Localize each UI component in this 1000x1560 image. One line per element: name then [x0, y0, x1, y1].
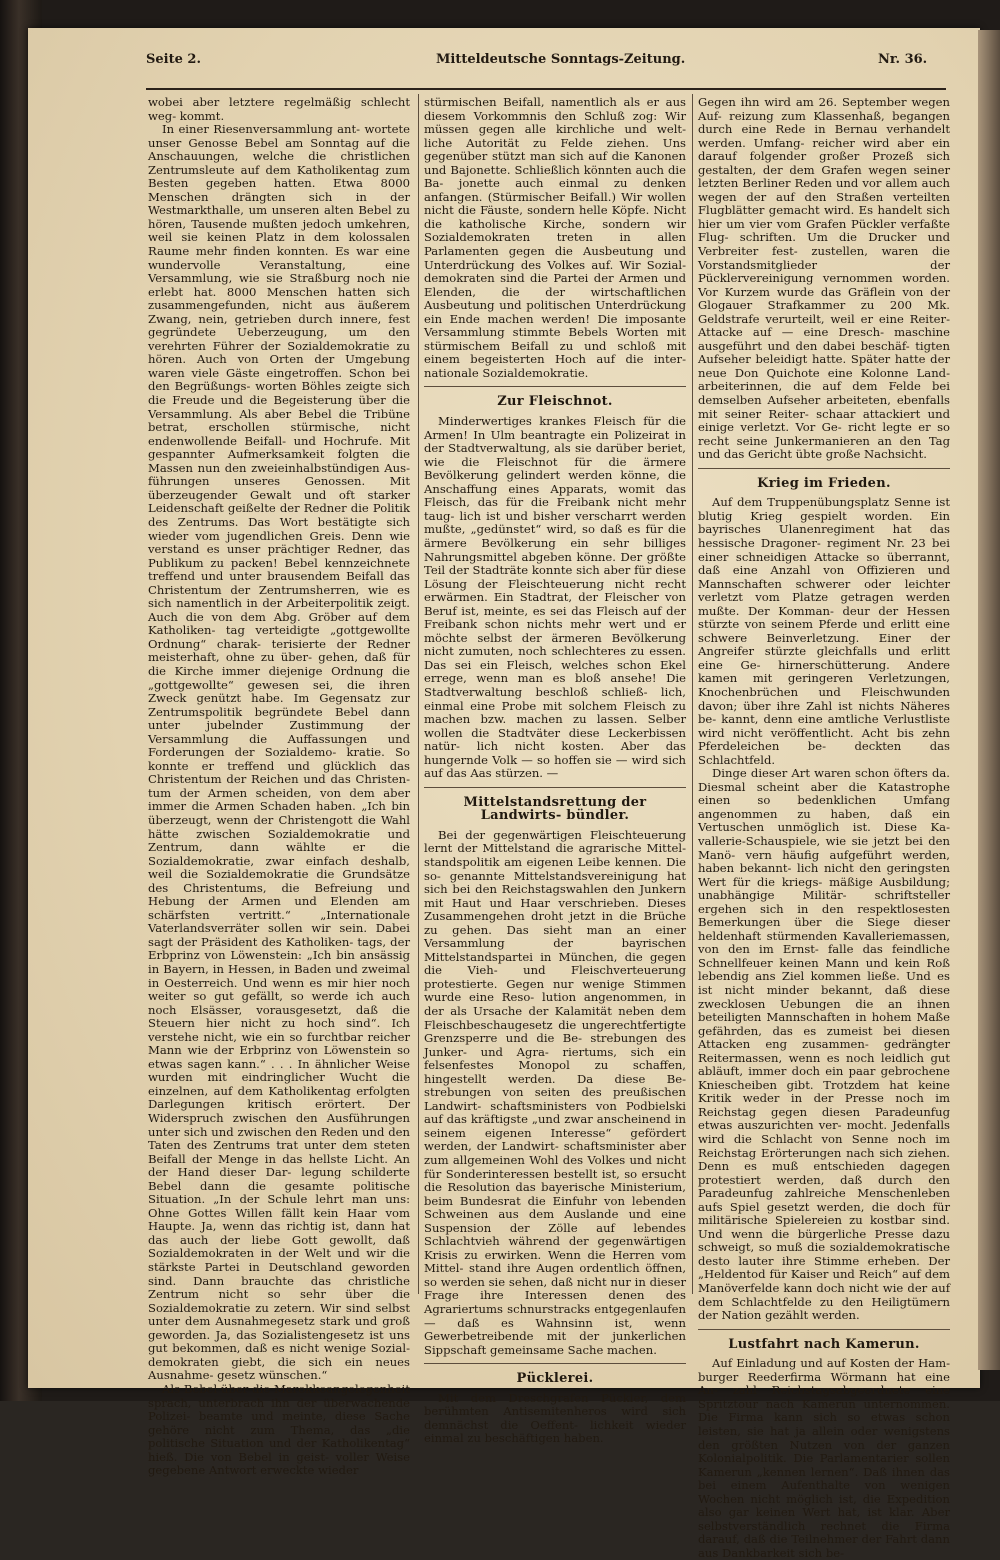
section-divider — [698, 468, 950, 469]
section-divider — [698, 1329, 950, 1330]
article-paragraph: Dinge dieser Art waren schon öfters da. Diesmal scheint aber die Katastrophe einen so bedenklichen Umfang angenommen zu haben, daß ein Vertuschen unmöglich ist. Diese Ka- vallerie-Schauspiele, wie sie jetzt bei den Manö- vern häufig aufgeführt werden, haben bekannt- lich nicht den geringsten Wert für die kriegs- mäßige Ausbildung; unabhängige Militär- schriftsteller ergehen sich in den respektlosesten Bemerkungen über die Siege dieser heldenhaft stürmenden Kavalleriemassen, von den im Ernst- falle das feindliche Schnellfeuer keinen Mann und kein Roß lebendig ans Ziel kommen ließe. Und es ist nicht minder bekannt, daß diese zwecklosen Uebungen die an ihnen beteiligten Mannschaften in hohem Maße gefährden, das es zumeist bei diesen Attacken eng zusammen- gedrängter Reitermassen, wenn es noch leidlich gut abläuft, immer doch ein paar gebrochene Kniescheiben gibt. Trotzdem hat keine Kritik weder in der Presse noch im Reichstag gegen diesen Paradeunfug etwas auszurichten ver- mocht. Jedenfalls wird die Schlacht von Senne noch im Reichstag Erörterungen nach sich ziehen. Denn es muß entschieden dagegen protestiert werden, daß durch den Paradeunfug zahlreiche Menschenleben aufs Spiel gesetzt werden, die doch für militärische Spielereien zu kostbar sind. Und wenn die bürgerliche Presse dazu schweigt, so muß die sozialdemokratische desto lauter ihre Stimme erheben. Der „Heldentod für Kaiser und Reich“ auf dem Manöverfelde kann doch nicht wie der auf dem Schlachtfelde zu den Heiligtümern der Nation gezählt werden. — [698, 766, 950, 1323]
column-divider — [692, 94, 693, 1294]
page-header — [118, 48, 948, 70]
article-headline: Krieg im Frieden. — [757, 475, 891, 491]
column-2 — [424, 95, 686, 1446]
newspaper-title: Mitteldeutsche Sonntags-Zeitung. — [436, 52, 686, 67]
article-paragraph: Minderwertiges krankes Fleisch für die Armen! In Ulm beantragte ein Polizeirat in der Stadtverwaltung, als sie darüber beriet, wie die Fleischnot für die ärmere Bevölkerung gelindert werden könne, die Anschaffung eines Apparats, womit das Fleisch, das für die Freibank nicht mehr taug- lich ist und bisher verscharrt werden mußte, „gedünstet“ wird, so daß es für die ärmere Bevölkerung ein sehr billiges Nahrungsmittel abgeben könne. Der größte Teil der Stadträte konnte sich aber für diese Lösung der Fleischteuerung nicht recht erwärmen. Ein Stadtrat, der Fleischer von Beruf ist, meinte, es sei das Fleisch auf der Freibank schon nichts mehr wert und er möchte selbst der ärmeren Bevölkerung nicht zumuten, noch schlechteres zu essen. Das sei ein Fleisch, welches schon Ekel errege, wenn man es bloß ansehe! Die Stadtverwaltung beschloß schließ- lich, einmal eine Probe mit solchem Fleisch zu machen bzw. machen zu lassen. Selber wollen die Stadtväter diese Leckerbissen natür- lich nicht kosten. Aber das hungernde Volk — so hoffen sie — wird sich auf das Aas stürzen. — — [424, 414, 686, 781]
article-headline: Zur Fleischnot. — [497, 394, 613, 410]
article-headline: Pücklerei. — [516, 1371, 594, 1387]
article-paragraph: stürmischen Beifall, namentlich als er aus diesem Vorkommnis den Schluß zog: Wir müssen gegen alle kirchliche und welt- liche Autorität zu Felde ziehen. Uns gegenüber stützt man sich auf die Kanonen und Bajonette. Schließlich könnten auch die Ba- jonette auch einmal zu denken anfangen. (Stürmischer Beifall.) Wir wollen nicht die Fäuste, sondern helle Köpfe. Nicht die katholische Kirche, sondern wir Sozialdemokraten treten in allen Parlamenten gegen die Ausbeutung und Unterdrückung des Volkes auf. Wir Sozial- demokraten sind die Partei der Armen und Elenden, die der wirtschaftlichen Ausbeutung und politischen Unterdrückung ein Ende machen werden! Die imposante Versammlung stimmte Bebels Worten mit stürmischem Beifall zu und schloß mit einem begeisterten Hoch auf die inter- nationale Sozialdemokratie. — [424, 95, 686, 380]
article-paragraph: Auf Einladung und auf Kosten der Ham- burger Reederfirma Wörmann hat eine An- zahl Reichstagsabgeordnete eine Spritztour nach Kamerun unternommen. Die Firma kann sich so etwas schon leisten, sie hat ja allein oder wenigstens den größten Nutzen von der ganzen Kolonialpolitik. Die Parlamentarier sollen Kamerun „kennen lernen“. Daß ihnen das bei einem Aufenthalte von wenigen Wochen nicht möglich ist, die Expedition also gar keinen Wert hat, ist klar. Aber selbstverständlich rechnet die Firma darauf, daß die Teilnehmer der Fahrt dann aus Dankbarkeit sich be- — [698, 1356, 950, 1560]
article-paragraph: In einer Riesenversammlung ant- wortete unser Genosse Bebel am Sonntag auf die Anschauungen, welche die christlichen Zentrumsleute auf dem Katholikentag zum Besten gegeben hatten. Etwa 8000 Menschen drängten sich in der Westmarkthalle, um unseren alten Bebel zu hören, Tausende mußten jedoch umkehren, weil sie keinen Platz in dem kolossalen Raume mehr finden konnten. Es war eine wundervolle Veranstaltung, eine Versammlung, wie sie Straßburg noch nie erlebt hat. 8000 Menschen hatten sich zusammengefunden, nicht aus äußerem Zwang, nein, getrieben durch innere, fest gegründete Ueberzeugung, um den verehrten Führer der Sozialdemokratie zu hören. Auch von Orten der Umgebung waren viele Gäste eingetroffen. Schon bei den Begrüßungs- worten Böhles zeigte sich die Freude und die Begeisterung über die Versammlung. Als aber Bebel die Tribüne betrat, erschollen stürmische, nicht endenwollende Beifall- und Hochrufe. Mit gespannter Aufmerksamkeit folgten die Massen nun den zweieinhalbstündigen Aus- führungen unseres Genossen. Mit überzeugender Gewalt und oft starker Leidenschaft geißelte der Redner die Politik des Zentrums. Das Wort bestätigte sich wieder vom jugendlichen Greis. Denn wie verstand es unser prächtiger Redner, das Publikum zu packen! Bebel kennzeichnete treffend und unter brausendem Beifall das Christentum der Zentrumsherren, wie es sich namentlich in der Arbeiterpolitik zeigt. Auch die von dem Abg. Gröber auf dem Katholiken- tag verteidigte „gottgewollte Ordnung“ charak- terisierte der Redner meisterhaft, ohne zu über- gehen, daß für die Kirche immer diejenige Ordnung die „gottgewollte“ gewesen sei, die ihren Zweck genützt habe. Im Gegensatz zur Zentrumspolitik begründete Bebel dann unter jubelnder Zustimmung der Versammlung die Auffassungen und Forderungen der Sozialdemo- kratie. So konnte er treffend und glücklich das Christentum der Reichen und das Christen- tum der Armen scheiden, von dem aber immer die Armen Schaden haben. „Ich bin überzeugt, wenn der Christengott die Wahl hätte zwischen Sozialdemokratie und Zentrum, dann wählte er die Sozialdemokratie, zwar einfach deshalb, weil die Sozialdemokratie die Grundsätze des Christentums, die Befreiung und Hebung der Armen und Elenden am schärfsten vertritt.“ „Internationale Vaterlandsverräter sollen wir sein. Dabei sagt der Präsident des Katholiken- tags, der Erbprinz von Löwenstein: „Ich bin ansässig in Bayern, in Hessen, in Baden und zweimal in Oesterreich. Und wenn es mir hier noch weiter so gut gefällt, so werde ich auch noch Elsässer, vorausgesetzt, daß die Steuern hier nicht zu hoch sind“. Ich verstehe nicht, wie ein so furchtbar reicher Mann wie der Erbprinz von Löwenstein so etwas sagen kann.“ . . . In ähnlicher Weise wurden mit eindringlicher Wucht die einzelnen, auf dem Katholikentag erfolgten Darlegungen kritisch erörtert. Der Widerspruch zwischen den Ausführungen unter sich und zwischen den Reden und den Taten des Zentrums trat unter dem steten Beifall der Menge in das hellste Licht. An der Hand dieser Dar- legung schilderte Bebel dann die gesamte politische Situation. „In der Schule lehrt man uns: Ohne Gottes Willen fällt kein Haar vom Haupte. Ja, wenn das richtig ist, dann hat das auch der liebe Gott gewollt, daß Sozialdemokraten in der Welt und wir die stärkste Partei in Deutschland geworden sind. Dann brauchte das christliche Zentrum nicht so sehr über die Sozialdemokratie zu zetern. Wir sind selbst unter dem Ausnahmegesetz stark und groß geworden. Ja, das Sozialistengesetz ist uns gut bekommen, daß es nicht wenige Sozial- demokraten giebt, die sich ein neues Ausnahme- gesetz wünschen.“ — [148, 122, 410, 1383]
article-headline: Mittelstandsrettung der Landwirts- bündler. — [463, 794, 647, 824]
column-divider — [418, 94, 419, 1294]
column-1 — [148, 95, 410, 1478]
article-paragraph: Als Bebel über die Marokkoangelegenheit sprach, unterbrach ihn der überwachende Polizei- beamte und meinte, diese Sache gehöre nicht zum Thema, das „die politische Situation und der Katholikentag“ hieß. Die von Bebel in geist- voller Weise gegebene Antwort erweckte wieder — [148, 1381, 410, 1478]
page-label: Seite 2. — [146, 52, 201, 67]
section-divider — [424, 386, 686, 387]
header-rule — [146, 88, 946, 90]
article-paragraph: Gegen ihn wird am 26. September wegen Auf- reizung zum Klassenhaß, begangen durch eine Rede in Bernau verhandelt werden. Umfang- reicher wird aber ein darauf folgender großer Prozeß sich gestalten, der dem Grafen wegen seiner letzten Berliner Reden und vor allem auch wegen der auf den Straßen verteilten Flugblätter gemacht wird. Es handelt sich hier um vier vom Grafen Pückler verfaßte Flug- schriften. Um die Drucker und Verbreiter fest- zustellen, waren die Vorstandsmitglieder der Pücklervereinigung vernommen worden. Vor Kurzem wurde das Gräflein von der Glogauer Strafkammer zu 200 Mk. Geldstrafe verurteilt, weil er eine Reiter-Attacke auf — eine Dresch- maschine ausgeführt und den dabei beschäf- tigten Aufseher beleidigt hatte. Später hatte der neue Don Quichote eine Kolonne Land- arbeiterinnen, die auf dem Felde bei demselben Aufseher arbeiteten, ebenfalls mit seiner Reiter- schaar attackiert und einige verletzt. Vor Ge- richt legte er so recht seine Junkermanieren an den Tag und das Gericht übte große Nachsicht. — [698, 95, 950, 462]
column-3 — [698, 95, 950, 1560]
section-divider — [424, 1363, 686, 1364]
article-paragraph: Auf dem Truppenübungsplatz Senne ist blutig Krieg gespielt worden. Ein bayrisches Ulanenregiment hat das hessische Dragoner- regiment Nr. 23 bei einer schneidigen Attacke so überrannt, daß eine Anzahl von Offizieren und Mannschaften schwerer oder leichter verletzt vom Platze getragen werden mußte. Der Komman- deur der Hessen stürzte von seinem Pferde und erlitt eine schwere Beinverletzung. Einer der Angreifer stürzte gleichfalls und erlitt eine Ge- hirnerschütterung. Andere kamen mit geringeren Verletzungen, Knochenbrüchen und Fleischwunden davon; über ihre Zahl ist nichts Näheres be- kannt, denn eine amtliche Verlustliste wird nicht veröffentlicht. Acht bis zehn Pferdeleichen be- deckten das Schlachtfeld. — [698, 495, 950, 767]
issue-number: Nr. 36. — [878, 52, 928, 67]
article-paragraph: Mit dem Dreschgrafen Pückler, dem berühmten Antisemitenheros wird sich demnächst die Oeffent- lichkeit wieder einmal zu beschäftigen haben. — [424, 1390, 686, 1446]
article-headline: Lustfahrt nach Kamerun. — [728, 1336, 920, 1352]
page-edge-stack — [978, 30, 1000, 1370]
section-divider — [424, 787, 686, 788]
article-paragraph: wobei aber letztere regelmäßig schlecht weg- kommt. — [148, 95, 410, 123]
article-paragraph: Bei der gegenwärtigen Fleischteuerung lernt der Mittelstand die agrarische Mittel- standspolitik am eigenen Leibe kennen. Die so- genannte Mittelstandsvereinigung hat sich bei den Reichstagswahlen den Junkern mit Haut und Haar verschrieben. Dieses Zusammengehen droht jetzt in die Brüche zu gehen. Das sieht man an einer Versammlung der bayrischen Mittelstandspartei in München, die gegen die Vieh- und Fleischverteuerung protestierte. Gegen nur wenige Stimmen wurde eine Reso- lution angenommen, in der als Ursache der Kalamität neben dem Fleischbeschaugesetz die ungerechtfertigte Grenzsperre und die Be- strebungen des Junker- und Agra- riertums, sich ein felsenfestes Monopol zu schaffen, hingestellt werden. Da diese Be- strebungen von seiten des preußischen Landwirt- schaftsministers von Podbielski auf das kräftigste „und zwar anscheinend in seinem eigenen Interesse“ gefördert werden, der Landwirt- schaftsminister aber zum allgemeinen Wohl des Volkes und nicht für Sonderinteressen bestellt ist, so ersucht die Resolution das bayerische Ministerium, beim Bundesrat die Einfuhr von lebenden Schweinen aus dem Auslande und eine Suspension der Zölle auf lebendes Schlachtvieh während der gegenwärtigen Krisis zu erwirken. Wenn die Herren vom Mittel- stand ihre Augen ordentlich öffnen, so werden sie sehen, daß nicht nur in dieser Frage ihre Interessen denen des Agrariertums schnurstracks entgegenlaufen — daß es Wahnsinn ist, wenn Gewerbetreibende mit der junkerlichen Sippschaft gemeinsame Sache machen. — [424, 827, 686, 1357]
